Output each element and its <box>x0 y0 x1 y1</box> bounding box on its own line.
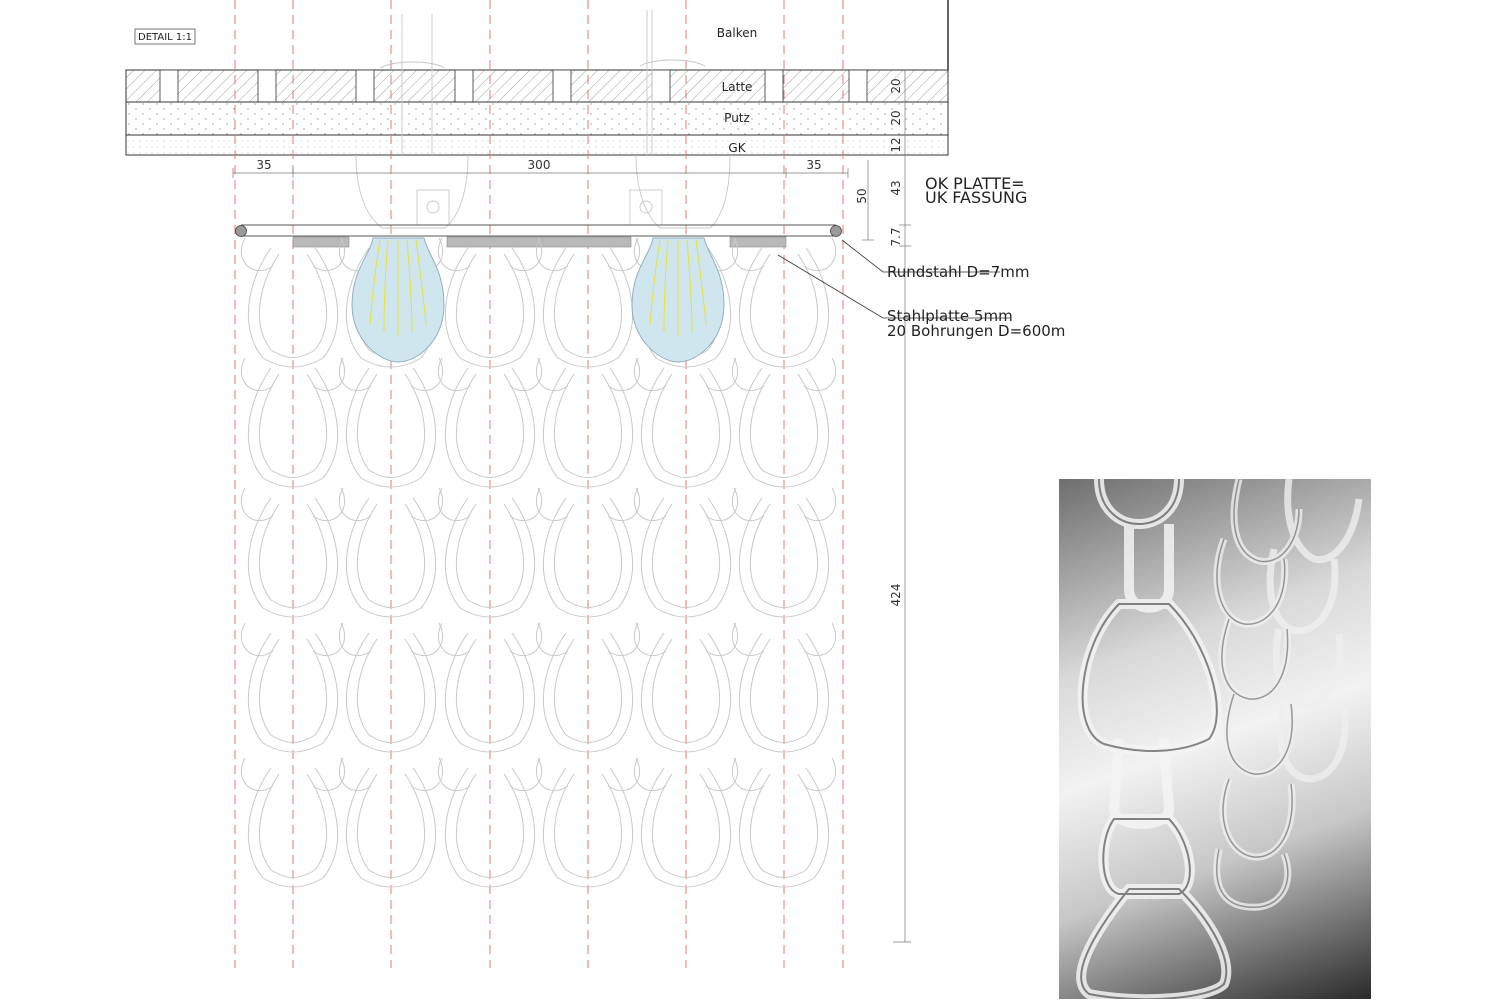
bulb-left <box>352 238 444 362</box>
ok-platte-note-line2: UK FASSUNG <box>925 188 1028 207</box>
putz-layer <box>126 102 948 135</box>
latte-layer <box>126 70 948 102</box>
glass-chain-link-photo <box>1059 479 1371 999</box>
latte-gap <box>553 70 571 102</box>
putz-dim: 20 <box>889 110 903 126</box>
balken-label: Balken <box>716 26 758 40</box>
dim-curtain: 424 <box>889 583 903 607</box>
dim-plate: 7.7 <box>889 227 903 247</box>
dim-left: 35 <box>256 158 272 172</box>
dim-middle: 300 <box>527 158 551 172</box>
latte-gap <box>765 70 783 102</box>
putz-label: Putz <box>724 111 750 125</box>
latte-gap <box>356 70 374 102</box>
bulb-right <box>632 238 724 362</box>
detail-label: DETAIL 1:1 <box>138 32 192 43</box>
stahlplatte-note-line2: 20 Bohrungen D=600m <box>887 322 1066 340</box>
gk-layer <box>126 135 948 155</box>
latte-gap <box>652 70 670 102</box>
dim-offset: 50 <box>855 188 869 204</box>
gk-dim: 12 <box>889 137 903 153</box>
gk-label: GK <box>728 141 746 155</box>
latte-label: Latte <box>721 80 753 94</box>
dim-right: 35 <box>806 158 822 172</box>
rundstahl-note: Rundstahl D=7mm <box>887 263 1030 281</box>
horizontal-dimension <box>233 158 848 178</box>
latte-dim: 20 <box>889 78 903 94</box>
latte-gap <box>160 70 178 102</box>
dim-gap: 43 <box>889 180 903 196</box>
layer-dimensions <box>889 70 905 155</box>
stahlplatte-note-line1: Stahlplatte 5mm <box>887 307 1013 325</box>
latte-gap <box>849 70 867 102</box>
rundstahl-rod <box>236 225 842 237</box>
chain-links <box>241 238 835 887</box>
latte-gap <box>258 70 276 102</box>
latte-gap <box>455 70 473 102</box>
ok-platte-note-line1: OK PLATTE= <box>925 174 1025 193</box>
